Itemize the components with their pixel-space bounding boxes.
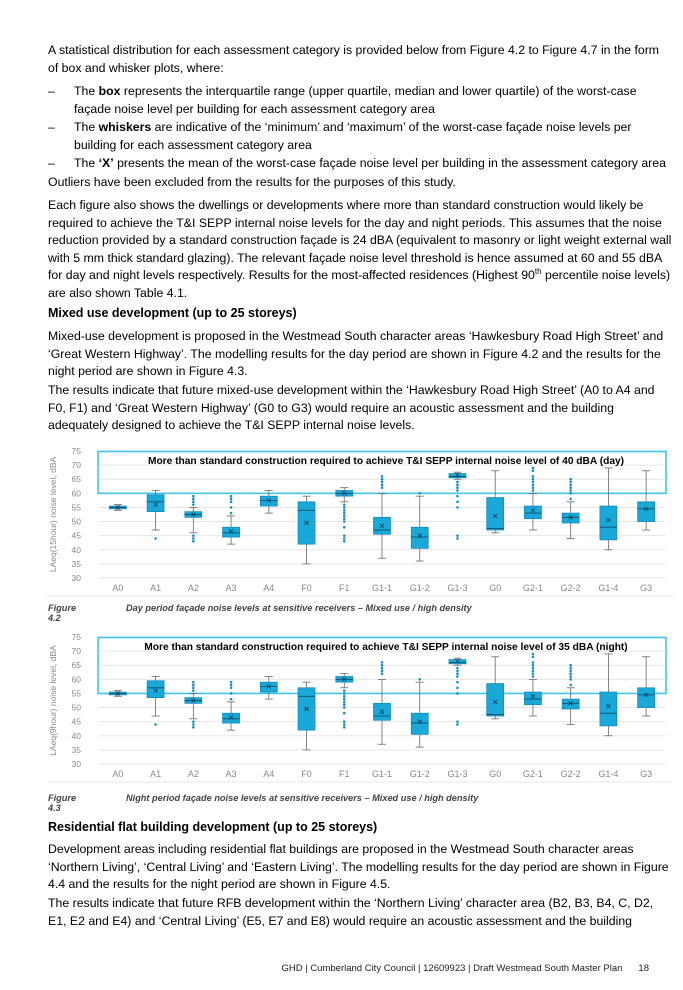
threshold-highlight-label: More than standard construction required to achieve T&I SEPP internal noise level of 35 dBA (night)	[144, 642, 628, 653]
y-tick-label: 50	[71, 516, 81, 527]
outlier-point	[192, 689, 195, 692]
outlier-point	[343, 689, 346, 692]
outlier-point	[569, 664, 572, 667]
rfb-heading: Residential flat building development (up to 25 storeys)	[48, 820, 378, 834]
bullet-text: The ‘X’ presents the mean of the worst-case façade noise level per building in the assessment category area	[74, 156, 666, 170]
x-tick-label: G1-3	[447, 769, 468, 779]
bullet-dash: –	[48, 156, 55, 170]
outlier-point	[230, 495, 233, 498]
outlier-point	[569, 481, 572, 484]
bullet-dash: –	[48, 84, 55, 98]
outlier-point	[192, 681, 195, 684]
outlier-point	[456, 670, 459, 673]
outlier-point	[343, 720, 346, 723]
outlier-point	[418, 492, 421, 495]
outlier-point	[569, 667, 572, 670]
outlier-point	[343, 695, 346, 698]
outlier-point	[192, 723, 195, 726]
iqr-box	[147, 495, 164, 512]
mixed-use-heading: Mixed use development (up to 25 storeys)	[48, 306, 297, 320]
y-tick-label: 60	[71, 488, 81, 499]
outlier-point	[456, 484, 459, 487]
outlier-point	[343, 506, 346, 509]
x-tick-label: G1-4	[598, 583, 619, 593]
outlier-point	[418, 678, 421, 681]
iqr-box	[260, 496, 277, 506]
outlier-point	[343, 515, 346, 518]
x-tick-label: G0	[489, 583, 502, 593]
y-tick-label: 65	[71, 660, 81, 671]
outlier-point	[381, 481, 384, 484]
outlier-point	[381, 486, 384, 489]
y-tick-label: 75	[71, 446, 81, 456]
outlier-point	[569, 672, 572, 675]
x-tick-label: A4	[263, 769, 275, 779]
x-tick-label: G1-3	[447, 583, 468, 593]
outlier-point	[192, 498, 195, 501]
iqr-box	[524, 692, 541, 705]
rfb-paragraph-1: Development areas including residential flat buildings are proposed in the Westmead South character areas ‘Northern Living’, ‘Central Living’ and ‘Eastern Living’. The modelling results for the day period are shown in Figure 4.4 and the results for the night period are shown in Figure 4.5.	[48, 842, 669, 892]
outlier-point	[456, 672, 459, 675]
outlier-point	[456, 495, 459, 498]
outlier-point	[343, 540, 346, 543]
x-tick-label: G1-2	[409, 769, 430, 779]
outlier-point	[343, 520, 346, 523]
y-tick-label: 45	[71, 530, 81, 541]
outlier-point	[192, 720, 195, 723]
outlier-point	[192, 534, 195, 537]
outlier-point	[192, 687, 195, 690]
outlier-point	[532, 484, 535, 487]
y-tick-label: 35	[71, 558, 81, 569]
rfb-paragraph-2: The results indicate that future RFB development within the ‘Northern Living’ character area (B2, B3, B4, C, D2, E1, E2 and E4) and ‘Central Living’ (E5, E7 and E8) would require an acoustic assessment and the building	[48, 896, 654, 928]
outlier-point	[154, 723, 157, 726]
outlier-point	[343, 517, 346, 520]
outlier-point	[343, 726, 346, 729]
outlier-point	[569, 670, 572, 673]
iqr-box	[562, 513, 579, 523]
iqr-box	[487, 684, 504, 716]
outlier-point	[569, 478, 572, 481]
outlier-point	[569, 675, 572, 678]
outlier-point	[456, 720, 459, 723]
x-tick-label: G2-1	[522, 583, 543, 593]
outlier-point	[230, 687, 233, 690]
outlier-point	[230, 498, 233, 501]
outlier-point	[343, 509, 346, 512]
outlier-point	[532, 675, 535, 678]
outlier-point	[192, 495, 195, 498]
outlier-point	[456, 723, 459, 726]
x-tick-label: A3	[225, 769, 237, 779]
report-page: A statistical distribution for each assessment category is provided below from Figure 4.2 to Figure 4.7 in the form of box and whisker plots, where: – The box represents the interquartile range (upper quartile, median and lower quartile) of the worst-case façade noise level per building for each assessment category area – The whiskers are indicative of the ‘minimum’ and ‘maximum’ of the worst-case façade noise levels per building for each assessment category area – The ‘X’ presents the mean of the worst-case façade noise level per building in the assessment category area Outliers have been excluded from the results for the purposes of this study. Each figure also shows the dwellings or developments where more than standard construction would likely be required to achieve the T&I SEPP internal noise levels for the day and night periods. This assumes that the noise reduction provided by a standard construction façade is 24 dBA (equivalent to masonry or light weight external wall with 5 mm thick standard glazing). The relevant façade noise level threshold is hence assumed at 60 and 55 dBA for day and night levels respectively. Results for the most-affected residences (Highest 90th percentile noise levels) are also shown Table 4.1. Mixed use development (up to 25 storeys) Mixed-use development is proposed in the Westmead South character areas ‘Hawkesbury Road High Street’ and ‘Great Western Highway’. The modelling results for the day period are shown in Figure 4.2 and the results for the night period are shown in Figure 4.3. The results indicate that future mixed-use development within the ‘Hawkesbury Road High Street’ (A0 to A4 and F0, F1) and ‘Great Western Highway’ (G0 to G3) would require an acoustic assessment and the building adequately designed to achieve the T&I SEPP internal noise levels. 30 35 40 45 50 55 60 65 70 75 LAeq(15hour) noise level, dBA More than standard construction required to achieve T&I SEPP internal noise level of 40 dBA (day) A0 A1 A2 A3 A4 F0 F1 G1-1 G1-2 G1-3 G0 G2-1 G2-2 G1-4 G3 Figure 4.2 Day period façade noise levels at sensitive receivers – Mixed use / high density 30 35 40 45 50 55 60 65 70 75 LAeq(9hour) noise level, dBA More than standard construction required to achieve T&I SEPP internal noise level of 35 dBA (night) A0 A1 A2 A3 A4 F0 F1 G1-1 G1-2 G1-3 G0 G2-1 G2-2 G1-4 G3 Figure 4.3 Night period façade noise levels at sensitive receivers – Mixed use / high density Residential flat building development (up to 25 storeys) Development areas including residential flat buildings are proposed in the Westmead South character areas ‘Northern Living’, ‘Central Living’ and ‘Eastern Living’. The modelling results for the day period are shown in Figure 4.4 and the results for the night period are shown in Figure 4.5. The results indicate that future RFB development within the ‘Northern Living’ character area (B2, B3, B4, C, D2, E1, E2 and E4) and ‘Central Living’ (E5, E7 and E8) would require an acoustic assessment and the building GHD | Cumberland City Council | 12609923 | Draft Westmead South Master Plan 18	[48, 43, 672, 974]
iqr-box	[411, 527, 428, 548]
footer-text: GHD | Cumberland City Council | 12609923 | Draft Westmead South Master Plan	[281, 963, 623, 974]
outlier-point	[192, 501, 195, 504]
outlier-point	[569, 492, 572, 495]
outlier-point	[569, 484, 572, 487]
outlier-point	[230, 506, 233, 509]
outlier-point	[230, 681, 233, 684]
outlier-point	[456, 687, 459, 690]
outlier-point	[343, 692, 346, 695]
x-tick-label: A3	[225, 583, 237, 593]
outlier-point	[343, 698, 346, 701]
outlier-point	[456, 501, 459, 504]
x-tick-label: G1-2	[409, 583, 430, 593]
x-tick-label: G0	[489, 769, 502, 779]
outlier-point	[343, 503, 346, 506]
iqr-box	[600, 692, 617, 726]
y-axis-label: LAeq(15hour) noise level, dBA	[48, 456, 58, 573]
x-tick-label: A2	[187, 583, 199, 593]
outlier-point	[343, 701, 346, 704]
bullet-dash: –	[48, 120, 55, 134]
outlier-point	[532, 672, 535, 675]
outlier-point	[192, 540, 195, 543]
outlier-point	[532, 469, 535, 472]
iqr-box	[487, 498, 504, 530]
bullet-text: The whiskers are indicative of the ‘minimum’ and ‘maximum’ of the worst-case façade noise levels per building for each assessment category area	[74, 120, 632, 152]
outlier-point	[532, 478, 535, 481]
x-tick-label: F1	[339, 769, 350, 779]
y-tick-label: 70	[71, 460, 81, 471]
x-tick-label: G2-2	[560, 769, 581, 779]
outlier-point	[343, 723, 346, 726]
y-tick-label: 55	[71, 688, 81, 699]
x-tick-label: F1	[339, 583, 350, 593]
outlier-point	[456, 489, 459, 492]
iqr-box	[449, 474, 466, 478]
outlier-point	[456, 506, 459, 509]
y-tick-label: 30	[71, 573, 81, 583]
outlier-point	[532, 489, 535, 492]
outlier-point	[532, 481, 535, 484]
outlier-point	[532, 655, 535, 658]
outlier-point	[381, 672, 384, 675]
x-tick-label: A1	[150, 769, 162, 779]
y-tick-label: 70	[71, 646, 81, 657]
x-tick-label: G1-4	[598, 769, 619, 779]
thresholds-paragraph: Each figure also shows the dwellings or developments where more than standard construction would likely be required to achieve the T&I SEPP internal noise levels for the day and night periods. This assumes that the noise reduction provided by a standard construction façade is 24 dBA (equivalent to masonry or light weight external wall with 5 mm thick standard glazing). The relevant façade noise level threshold is hence assumed at 60 and 55 dBA for day and night levels respectively. Results for the most-affected residences (Highest 90th percentile noise levels) are also shown Table 4.1.	[48, 198, 672, 300]
x-tick-label: G3	[640, 769, 653, 779]
outlier-point	[569, 684, 572, 687]
outlier-point	[532, 475, 535, 478]
x-tick-label: F0	[301, 583, 312, 593]
iqr-box	[449, 660, 466, 664]
outlier-point	[343, 526, 346, 529]
y-tick-label: 50	[71, 702, 81, 713]
outlier-point	[456, 667, 459, 670]
outlier-point	[456, 692, 459, 695]
outlier-point	[343, 706, 346, 709]
outlier-point	[343, 712, 346, 715]
x-tick-label: A1	[150, 583, 162, 593]
outlier-point	[532, 486, 535, 489]
x-tick-label: A2	[187, 769, 199, 779]
y-tick-label: 45	[71, 716, 81, 727]
outlier-point	[192, 726, 195, 729]
outlier-point	[456, 537, 459, 540]
x-tick-label: A0	[112, 769, 124, 779]
outlier-point	[532, 661, 535, 664]
outlier-point	[456, 681, 459, 684]
y-tick-label: 55	[71, 502, 81, 513]
outlier-point	[381, 475, 384, 478]
y-tick-label: 40	[71, 730, 81, 741]
x-tick-label: G2-2	[560, 583, 581, 593]
outlier-point	[532, 670, 535, 673]
outlier-point	[343, 703, 346, 706]
iqr-box	[223, 713, 240, 723]
page-number: 18	[638, 963, 649, 974]
y-axis-label: LAeq(9hour) noise level, dBA	[48, 645, 58, 756]
outlier-point	[230, 698, 233, 701]
day-noise-box-plot	[47, 441, 673, 597]
threshold-highlight-label: More than standard construction required to achieve T&I SEPP internal noise level of 40 dBA (day)	[147, 456, 625, 467]
outlier-point	[192, 503, 195, 506]
outlier-point	[569, 489, 572, 492]
outlier-point	[381, 670, 384, 673]
outlier-point	[569, 486, 572, 489]
x-tick-label: A4	[263, 583, 275, 593]
outlier-point	[343, 512, 346, 515]
outliers-paragraph: Outliers have been excluded from the results for the purposes of this study.	[48, 175, 456, 189]
outlier-point	[343, 537, 346, 540]
outlier-point	[456, 486, 459, 489]
page-footer	[281, 963, 649, 974]
outlier-point	[230, 692, 233, 695]
x-tick-label: G2-1	[522, 769, 543, 779]
outlier-point	[343, 534, 346, 537]
outlier-point	[230, 501, 233, 504]
outlier-point	[154, 537, 157, 540]
outlier-point	[381, 484, 384, 487]
outlier-point	[456, 481, 459, 484]
outlier-point	[532, 653, 535, 656]
iqr-box	[223, 527, 240, 537]
iqr-box	[562, 699, 579, 709]
outlier-point	[532, 664, 535, 667]
x-tick-label: G1-1	[371, 769, 393, 779]
iqr-box	[147, 681, 164, 698]
outlier-point	[456, 675, 459, 678]
y-tick-label: 75	[71, 632, 81, 642]
outlier-point	[230, 512, 233, 515]
iqr-box	[638, 688, 655, 708]
intro-paragraph: A statistical distribution for each assessment category is provided below from Figure 4.2 to Figure 4.7 in the form of box and whisker plots, where:	[48, 43, 660, 75]
y-tick-label: 30	[71, 759, 81, 769]
outlier-point	[532, 667, 535, 670]
outlier-point	[381, 667, 384, 670]
outlier-point	[381, 664, 384, 667]
outlier-point	[192, 684, 195, 687]
outlier-point	[381, 661, 384, 664]
outlier-point	[192, 537, 195, 540]
y-tick-label: 60	[71, 674, 81, 685]
x-tick-label: A0	[112, 583, 124, 593]
x-tick-label: G3	[640, 583, 653, 593]
outlier-point	[456, 534, 459, 537]
x-tick-label: F0	[301, 769, 312, 779]
outlier-point	[569, 498, 572, 501]
iqr-box	[600, 506, 617, 540]
y-tick-label: 35	[71, 744, 81, 755]
iqr-box	[638, 502, 655, 522]
y-tick-label: 40	[71, 544, 81, 555]
mixed-use-paragraph-1: Mixed-use development is proposed in the Westmead South character areas ‘Hawkesbury Road High Street’ and ‘Great Western Highway’. The modelling results for the day period are shown in Figure 4.2 and the results for the night period are shown in Figure 4.3.	[48, 329, 664, 379]
mixed-use-paragraph-2: The results indicate that future mixed-use development within the ‘Hawkesbury Road High Street’ (A0 to A4 and F0, F1) and ‘Great Western Highway’ (G0 to G3) would require an acoustic assessment and the building adequately designed to achieve the T&I SEPP internal noise levels.	[48, 383, 655, 433]
x-tick-label: G1-1	[371, 583, 393, 593]
iqr-box	[260, 682, 277, 692]
outlier-point	[569, 678, 572, 681]
y-tick-label: 65	[71, 474, 81, 485]
outlier-point	[532, 467, 535, 470]
iqr-box	[411, 713, 428, 734]
bullet-text: The box represents the interquartile range (upper quartile, median and lower quartile) of the worst-case façade noise level per building for each assessment category area	[74, 84, 637, 116]
outlier-point	[230, 684, 233, 687]
outlier-point	[381, 478, 384, 481]
night-noise-box-plot	[47, 627, 673, 783]
iqr-box	[524, 506, 541, 519]
